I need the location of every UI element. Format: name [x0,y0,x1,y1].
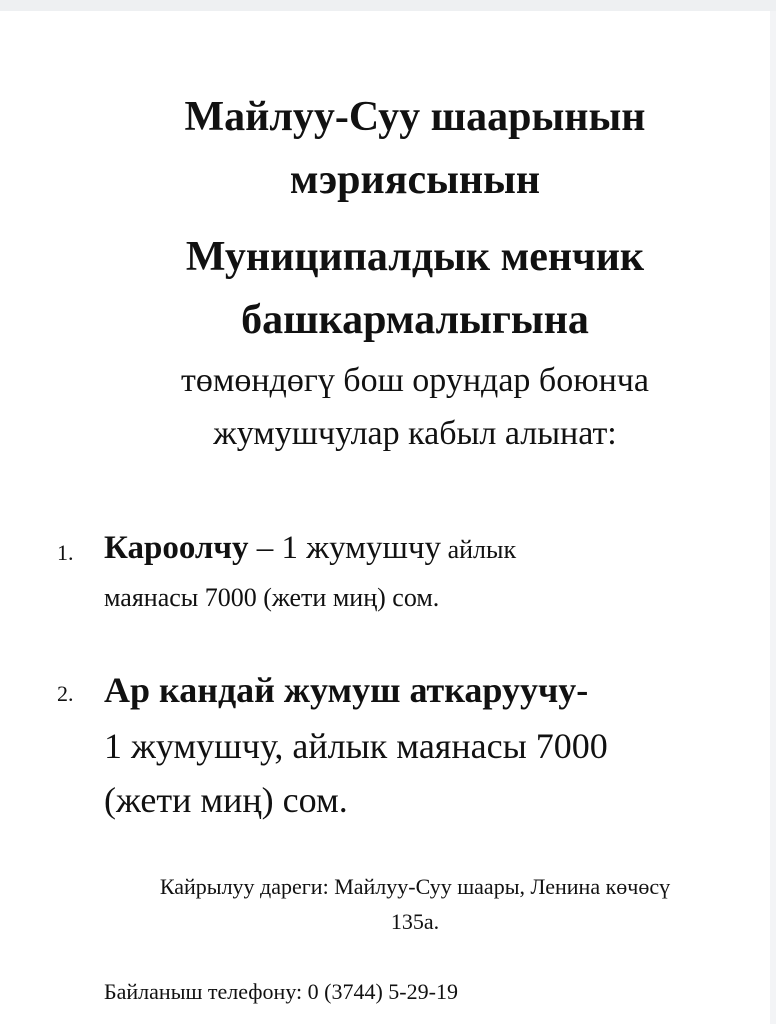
vacancy-number: 1. [57,540,74,565]
heading-line-2: мэриясынын [289,157,541,203]
heading-line-4: башкармалыгына [241,297,589,343]
contact-phone: Байланыш телефону: 0 (3744) 5-29-19 [104,979,458,1004]
address-line-1: Кайрылуу дареги: Майлуу-Суу шаары, Ленина көчөсү [159,874,671,899]
vacancy-salary-label: айлык [441,535,517,564]
vacancy-title: Ар кандай жумуш аткаруучу- [104,670,589,710]
subheading-line-1: төмөндөгү бош орундар боюнча [180,362,649,399]
vacancy-salary: маянасы 7000 (жети миң) сом. [104,583,440,612]
heading-line-1: Майлуу-Суу шаарынын [184,94,646,140]
top-status-bar [0,0,776,11]
subheading-line-2: жумушчулар кабыл алынат: [213,415,617,452]
vacancy-salary-words: (жети миң) сом. [104,780,348,820]
page-edge [770,11,776,1024]
vacancy-title: Кароолчу [104,530,249,566]
address-line-2: 135а. [390,909,440,934]
vacancy-line [104,532,516,565]
vacancy-number: 2. [57,681,74,706]
vacancy-count-salary: 1 жумушчу, айлык маянасы 7000 [104,726,608,766]
heading-line-3: Муниципалдык менчик [185,234,645,280]
vacancy-count: – 1 жумушчу [248,530,442,566]
